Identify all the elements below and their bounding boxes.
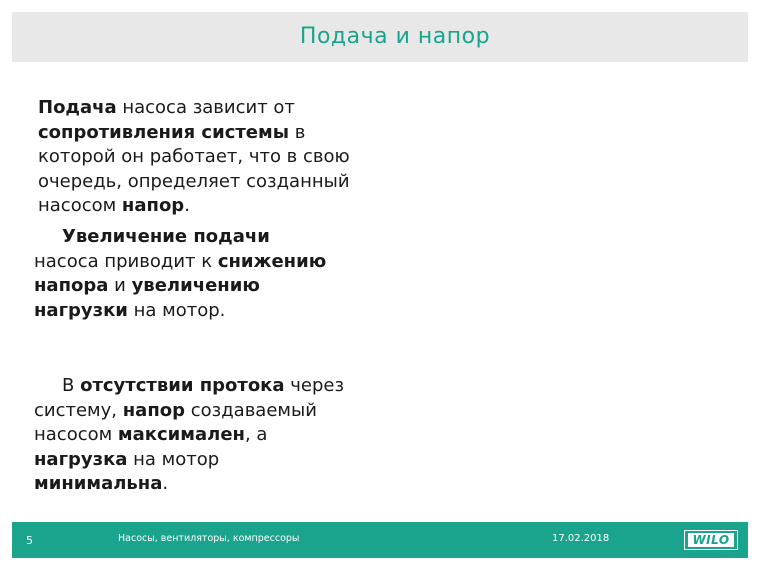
text-run: насоса приводит к <box>34 250 218 272</box>
text-bold: Увеличение подачи <box>62 226 270 247</box>
paragraph-no-flow <box>34 374 354 497</box>
text-run: . <box>162 473 169 494</box>
text-run: на мотор. <box>127 299 226 321</box>
text-run: В <box>62 375 81 396</box>
text-bold: нагрузка <box>34 448 128 470</box>
text-bold: сопротивления системы <box>38 121 290 143</box>
text-run: через систему, <box>34 375 345 421</box>
wilo-logo-text: WILO <box>688 533 733 547</box>
text-run: насоса зависит от <box>116 97 295 118</box>
paragraph-feed-dependence <box>38 96 368 219</box>
paragraph-feed-increase <box>34 225 334 323</box>
slide-footer <box>12 522 748 558</box>
text-bold: напор <box>121 195 185 216</box>
text-run: , а <box>244 424 268 445</box>
slide-header <box>12 12 748 62</box>
text-bold: максимален <box>117 424 245 445</box>
text-run: . <box>184 195 190 216</box>
text-bold: увеличению нагрузки <box>34 275 260 321</box>
wilo-logo <box>684 530 738 550</box>
footer-caption: Насосы, вентиляторы, компрессоры <box>118 533 300 544</box>
slide-title: Подача и напор <box>299 24 491 49</box>
text-run: в которой он работает, что в свою очередь, определяет созданный насосом <box>38 121 350 216</box>
text-bold: отсутствии протока <box>80 375 285 396</box>
text-run: и <box>108 275 132 296</box>
footer-date: 17.02.2018 <box>552 533 610 544</box>
text-bold: минимальна <box>34 473 163 494</box>
text-run: на мотор <box>127 448 220 470</box>
page-number: 5 <box>26 534 33 547</box>
text-run: создаваемый насосом <box>34 399 317 445</box>
text-bold: напор <box>122 399 186 421</box>
text-bold: Подача <box>38 97 117 118</box>
text-bold: снижению напора <box>34 250 327 296</box>
